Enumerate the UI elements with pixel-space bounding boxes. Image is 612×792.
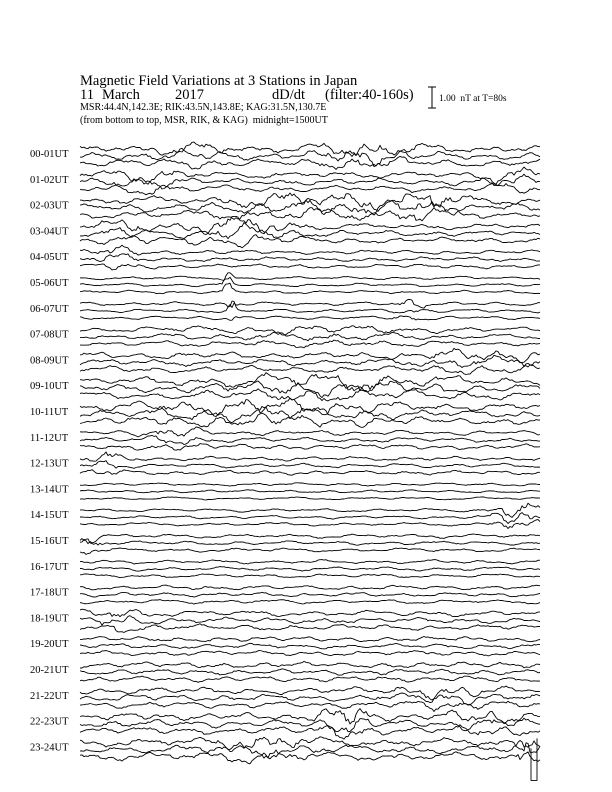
hour-label: 22-23UT [30,716,69,728]
trace-msr-02-03UT [80,208,540,221]
trace-msr-04-05UT [80,264,540,270]
quantity-label: dD/dt [272,87,306,103]
date-year: 2017 [175,87,204,103]
trace-msr-20-21UT [80,676,540,682]
trace-rik-15-16UT [80,539,540,545]
hour-label: 20-21UT [30,665,69,676]
trace-msr-16-17UT [80,574,540,578]
hour-label: 15-16UT [30,536,69,547]
hour-label: 14-15UT [30,510,69,522]
trace-kag-02-03UT [80,193,540,211]
trace-msr-03-04UT [80,235,540,248]
hour-label: 18-19UT [30,613,69,625]
trace-kag-12-13UT [80,452,540,461]
trace-rik-04-05UT [80,254,540,262]
trace-rik-13-14UT [80,490,540,493]
trace-rik-10-11UT [80,406,540,422]
trace-kag-19-20UT [80,637,540,642]
date-month: March [102,87,140,103]
trace-kag-06-07UT [80,300,540,309]
hour-label: 02-03UT [30,200,69,212]
trace-kag-00-01UT [80,142,540,156]
trace-kag-03-04UT [80,216,540,233]
trace-kag-05-06UT [80,273,540,281]
trace-msr-21-22UT [80,701,540,711]
hour-label: 19-20UT [30,639,69,651]
trace-rik-14-15UT [80,513,540,524]
hour-label: 12-13UT [30,458,69,470]
trace-msr-12-13UT [80,470,540,476]
trace-kag-07-08UT [80,326,540,335]
trace-rik-11-12UT [80,435,540,444]
hour-label: 13-14UT [30,484,69,496]
trace-rik-12-13UT [80,461,540,469]
hour-label: 21-22UT [30,690,69,702]
trace-kag-04-05UT [80,245,540,255]
hour-label: 11-12UT [30,432,69,444]
chart-title: Magnetic Field Variations at 3 Stations in Japan [80,73,358,89]
trace-msr-17-18UT [80,600,540,605]
trace-kag-17-18UT [80,585,540,590]
station-coordinates: MSR:44.4N,142.3E; RIK:43.5N,143.8E; KAG:31.5N,130.7E [80,102,327,113]
hour-label: 00-01UT [30,149,69,160]
trace-rik-18-19UT [80,616,540,625]
scale-label: 1.00 nT at T=80s [439,94,507,104]
hour-label: 01-02UT [30,174,69,186]
trace-rik-17-18UT [80,592,540,597]
trace-kag-10-11UT [80,398,540,416]
trace-kag-14-15UT [80,503,540,517]
hour-label: 16-17UT [30,561,69,573]
trace-msr-15-16UT [80,548,540,554]
trace-msr-06-07UT [80,316,540,320]
trace-msr-00-01UT [80,156,540,169]
trace-rik-06-07UT [80,301,540,313]
hour-label: 03-04UT [30,226,69,238]
trace-rik-16-17UT [80,567,540,572]
trace-kag-11-12UT [80,427,540,437]
trace-msr-18-19UT [80,624,540,633]
trace-msr-14-15UT [80,520,540,529]
hour-label: 04-05UT [30,252,69,264]
hour-label: 08-09UT [30,355,69,367]
trace-rik-03-04UT [80,223,540,239]
trace-msr-11-12UT [80,444,540,451]
trace-kag-16-17UT [80,560,540,565]
trace-msr-23-24UT [80,750,540,764]
hour-label: 09-10UT [30,381,69,393]
trace-kag-20-21UT [80,661,540,668]
hour-label: 23-24UT [30,742,69,754]
trace-rik-07-08UT [80,332,540,341]
hour-label: 17-18UT [30,587,69,599]
hour-label: 07-08UT [30,329,69,341]
trace-kag-22-23UT [80,709,540,724]
trace-msr-19-20UT [80,651,540,656]
trace-rik-20-21UT [80,669,540,675]
trace-rik-19-20UT [80,643,540,649]
trace-kag-13-14UT [80,483,540,486]
trace-kag-18-19UT [80,609,540,617]
trace-kag-09-10UT [80,373,540,391]
trace-kag-08-09UT [80,348,540,362]
stack-order-note: (from bottom to top, MSR, RIK, & KAG) midnight=1500UT [80,115,328,126]
trace-kag-23-24UT [80,737,540,753]
trace-msr-13-14UT [80,497,540,500]
filter-label: (filter:40-160s) [325,87,414,103]
trace-msr-10-11UT [80,413,540,427]
date-day: 11 [80,87,94,103]
trace-msr-07-08UT [80,340,540,348]
hour-label: 10-11UT [30,407,69,418]
hour-label: 06-07UT [30,303,69,315]
hour-label: 05-06UT [30,278,69,289]
